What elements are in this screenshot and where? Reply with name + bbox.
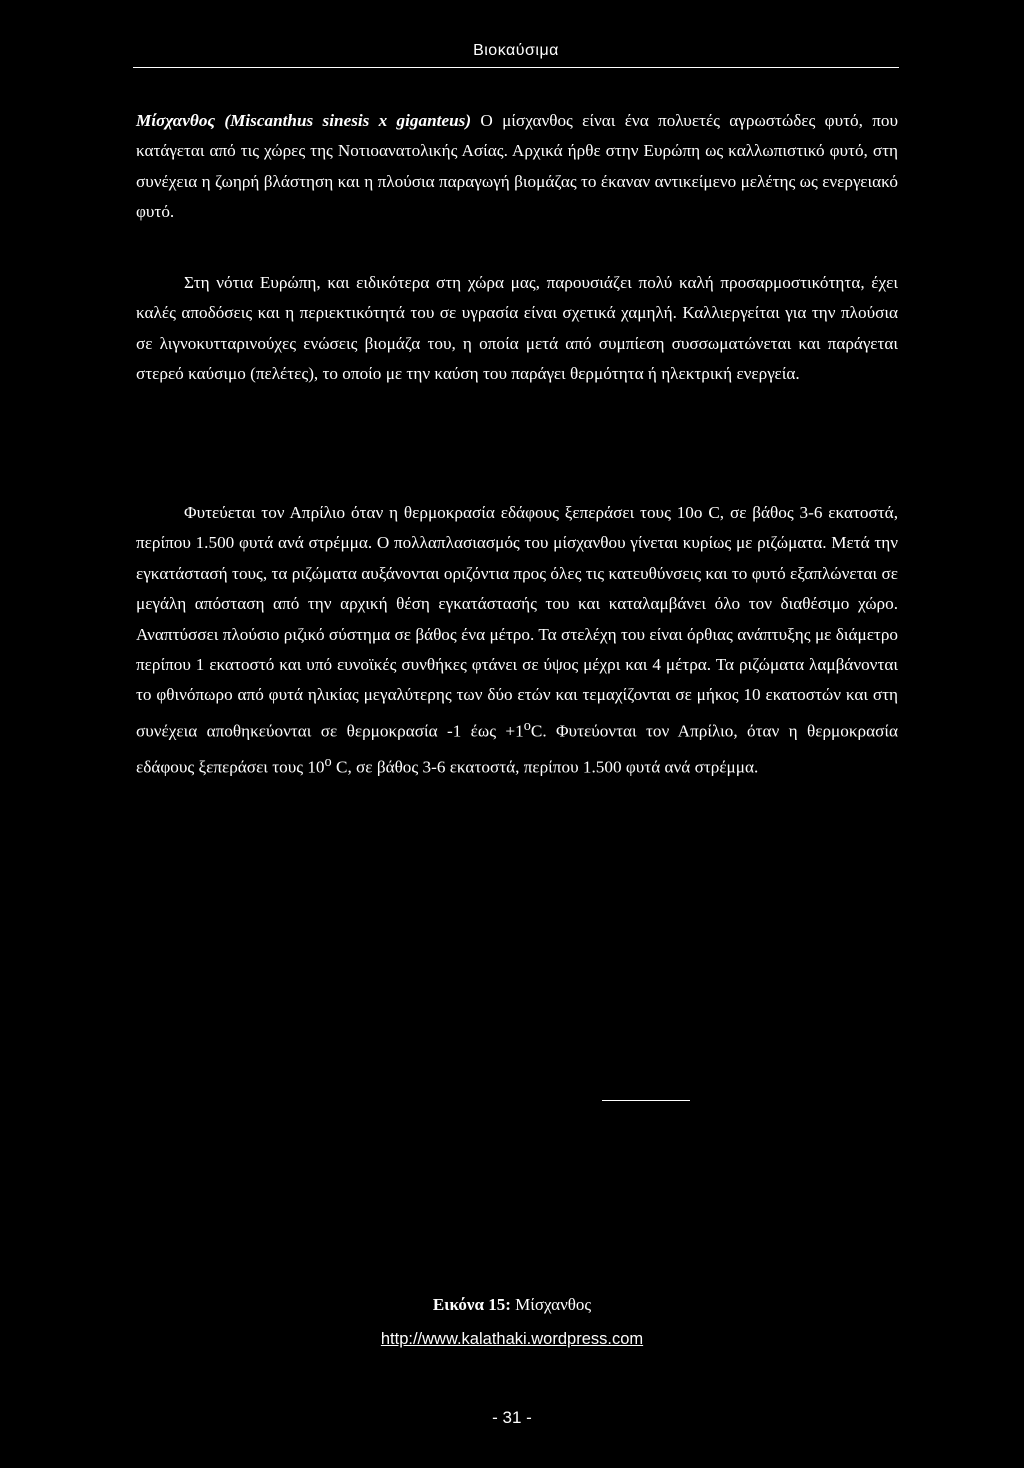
degree-sup-1: o: [523, 717, 531, 734]
page-number: - 31 -: [492, 1408, 532, 1427]
header-rule: [133, 67, 899, 68]
figure-label: Εικόνα 15:: [432, 1295, 511, 1314]
paragraph-2: Στη νότια Ευρώπη, και ειδικότερα στη χώρα μας, παρουσιάζει πολύ καλή προσαρμοστικότητα, έχει καλές αποδόσεις και η περιεκτικότητά του σε υγρασία είναι σχετικά χαμηλή. Καλλιεργείται για την πλούσια σε λιγνοκυτταρινούχες ενώσεις βιομάζα του, η οποία μετά από συμπίεση συσσωματώνεται και παράγεται στερεό καύσιμο (πελέτες), το οποίο με την καύση του παράγει θερμότητα ή ηλεκτρική ενεργεία.: [136, 273, 898, 384]
paragraph-3-part-c: C, σε βάθος 3-6 εκατοστά, περίπου 1.500 φυτά ανά στρέμμα.: [331, 757, 759, 777]
paragraph-1-text: Ο μίσχανθος είναι ένα πολυετές αγρωστώδες φυτό, που κατάγεται από τις χώρες της Νοτιοανατολικής Ασίας. Αρχικά ήρθε στην Ευρώπη ως καλλωπιστικό φυτό, στη συνέχεια η ζωηρή βλάστηση και η πλούσια παραγωγή βιομάζας το έκαναν αντικείμενο μελέτης ως ενεργειακό φυτό.: [136, 111, 898, 222]
separator-rule: [602, 1100, 690, 1101]
degree-sup-2: o: [324, 753, 332, 770]
paragraph-3-part-b: C. Φυτεύονται τον Απρίλιο, όταν η θερμοκρασία εδάφους ξεπεράσει τους 10: [136, 721, 898, 777]
paragraph-1: [136, 106, 898, 228]
figure-caption: [0, 1295, 1024, 1315]
paragraph-3-part-a: Φυτεύεται τον Απρίλιο όταν η θερμοκρασία εδάφους ξεπεράσει τους 10ο C, σε βάθος 3-6 εκατοστά, περίπου 1.500 φυτά ανά στρέμμα. Ο πολλαπλασιασμός του μίσχανθου γίνεται κυρίως με ριζώματα. Μετά την εγκατάστασή τους, τα ριζώματα αυξάνονται οριζόντια προς όλες τις κατευθύνσεις και το φυτό εξαπλώνεται σε μεγάλη απόσταση από την αρχική θέση εγκατάστασής του και καταλαμβάνει όλο τον διαθέσιμο χώρο. Αναπτύσσει πλούσιο ριζικό σύστημα σε βάθος ένα μέτρο. Τα στελέχη του είναι όρθιας ανάπτυξης με διάμετρο περίπου 1 εκατοστό και υπό ευνοϊκές συνθήκες φτάνει σε ύψος μέχρι και 4 μέτρα. Τα ριζώματα λαμβάνονται το φθινόπωρο από φυτά ηλικίας μεγαλύτερης των δύο ετών και τεμαχίζονται σε μήκος 10 εκατοστών και στη συνέχεια αποθηκεύονται σε θερμοκρασία -1 έως +1: [136, 503, 898, 741]
running-header: Βιοκαύσιμα: [473, 42, 559, 59]
figure-caption-text: Μίσχανθος: [510, 1295, 592, 1314]
paragraph-1-title: Μίσχανθος (Miscanthus sinesis x giganteus): [136, 111, 472, 130]
paragraph-3: [136, 498, 898, 783]
source-link[interactable]: http://www.kalathaki.wordpress.com: [380, 1330, 644, 1348]
